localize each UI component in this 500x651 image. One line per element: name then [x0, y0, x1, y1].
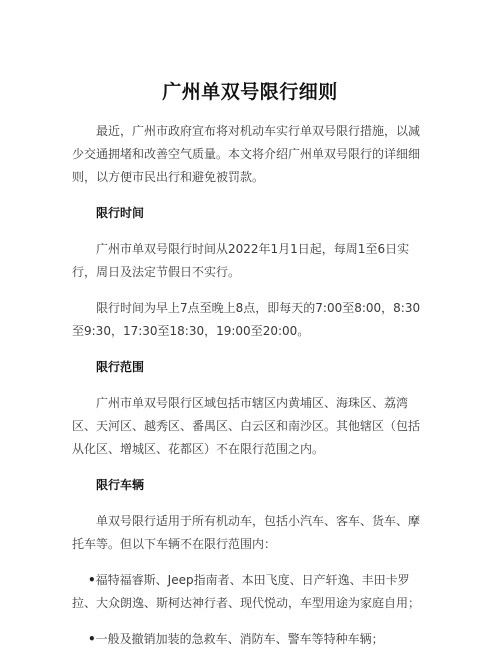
section-heading: 限行时间 — [96, 206, 145, 220]
section-restriction-time — [72, 202, 428, 343]
bullet-text: 福特福睿斯、Jeep指南者、本田飞度、日产轩逸、丰田卡罗拉、大众朗逸、斯柯达神行者、现代悦动，车型用途为家庭自用； — [72, 573, 421, 610]
section-paragraph: 单双号限行适用于所有机动车，包括小汽车、客车、货车、摩托车等。但以下车辆不在限行范围内： — [72, 514, 421, 551]
intro-paragraph: 最近，广州市政府宣布将对机动车实行单双号限行措施，以减少交通拥堵和改善空气质量。本文将介绍广州单双号限行的详细细则，以方便市民出行和避免被罚款。 — [72, 124, 421, 184]
section-heading: 限行车辆 — [96, 478, 145, 492]
bullet-marker: • — [88, 632, 96, 646]
section-paragraph: 广州市单双号限行区域包括市辖区内黄埔区、海珠区、荔湾区、天河区、越秀区、番禺区、白云区和南沙区。其他辖区（包括从化区、增城区、花都区）不在限行范围之内。 — [72, 396, 421, 456]
section-restriction-area — [72, 356, 428, 461]
bullet-marker: • — [88, 573, 96, 587]
bullet-list-item — [72, 628, 428, 651]
document-title: 广州单双号限行细则 — [162, 81, 338, 103]
section-heading: 限行范围 — [96, 360, 145, 374]
section-paragraph: 广州市单双号限行时间从2022年1月1日起，每周1至6日实行，周日及法定节假日不实行。 — [72, 242, 410, 279]
bullet-text: 一般及撤销加装的急救车、消防车、警车等特种车辆； — [95, 632, 384, 646]
section-paragraph: 限行时间为早上7点至晚上8点，即每天的7:00至8:00，8:30至9:30，17:30至18:30，19:00至20:00。 — [72, 301, 421, 338]
bullet-list-item — [72, 569, 428, 615]
section-restricted-vehicles — [72, 474, 428, 651]
